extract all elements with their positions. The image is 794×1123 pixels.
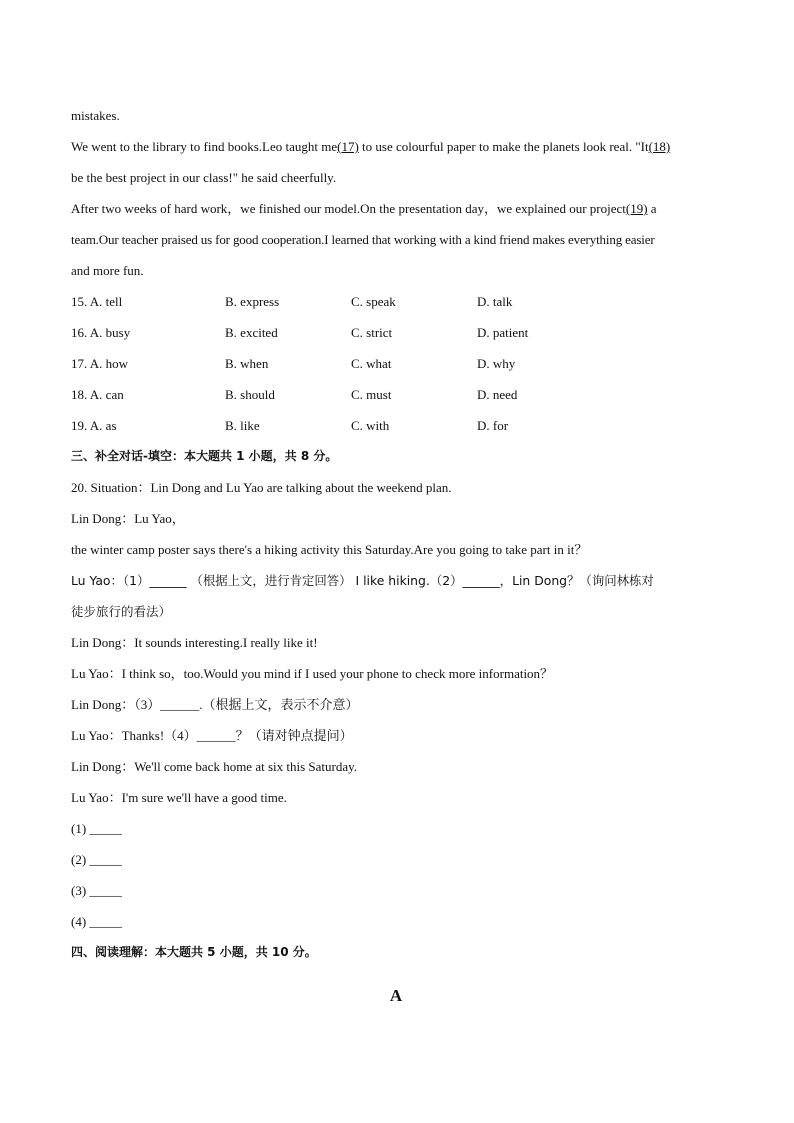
section-heading-4: 四、阅读理解：本大题共 5 小题，共 10 分。 <box>71 945 317 959</box>
passage-text: to use colourful paper to make the planets look real. "It <box>358 139 649 154</box>
option-d: D. for <box>477 418 509 433</box>
answer-blank-3: (3) _____ <box>71 883 122 898</box>
option-row <box>71 348 721 379</box>
option-b: B. express <box>225 294 280 309</box>
option-row <box>71 410 721 441</box>
blank-19: (19) <box>625 201 648 216</box>
dialogue-line: Lin Dong：（3）______.（根据上文，表示不介意） <box>71 697 359 712</box>
dialogue-situation: 20. Situation：Lin Dong and Lu Yao are talking about the weekend plan. <box>71 480 452 495</box>
passage-text: After two weeks of hard work，we finished our model.On the presentation day，we explained our project <box>71 201 626 216</box>
answer-blank-4: (4) _____ <box>71 914 122 929</box>
dialogue-line: Lu Yao：I think so，too.Would you mind if I used your phone to check more information？ <box>71 666 554 681</box>
dialogue-line: Lin Dong：It sounds interesting.I really like it! <box>71 635 318 650</box>
option-row <box>71 317 721 348</box>
option-a: 18. A. can <box>71 387 124 402</box>
answer-blank-1: (1) _____ <box>71 821 122 836</box>
passage-line <box>71 131 721 162</box>
dialogue-line: Lu Yao：Thanks!（4）______？（请对钟点提问） <box>71 728 353 743</box>
option-d: D. patient <box>477 325 529 340</box>
option-b: B. excited <box>225 325 278 340</box>
option-b: B. when <box>225 356 269 371</box>
dialogue-line: 徒步旅行的看法） <box>71 604 172 619</box>
option-a: 16. A. busy <box>71 325 131 340</box>
part-title: A <box>389 986 403 1005</box>
passage-line: be the best project in our class!" he said cheerfully. <box>71 170 337 185</box>
answer-blank-2: (2) _____ <box>71 852 122 867</box>
passage-line: mistakes. <box>71 108 120 123</box>
option-c: C. must <box>351 387 392 402</box>
option-a: 19. A. as <box>71 418 117 433</box>
dialogue-line: Lin Dong：We'll come back home at six this Saturday. <box>71 759 358 774</box>
passage-line <box>71 193 721 224</box>
option-c: C. with <box>351 418 390 433</box>
dialogue-line: Lu Yao：I'm sure we'll have a good time. <box>71 790 287 805</box>
option-a: 15. A. tell <box>71 294 123 309</box>
blank-17: (17) <box>337 139 359 154</box>
passage-line: team.Our teacher praised us for good cooperation.I learned that working with a kind friend makes everything easier <box>71 232 655 247</box>
option-a: 17. A. how <box>71 356 129 371</box>
option-c: C. speak <box>351 294 396 309</box>
passage-text: a <box>647 201 657 216</box>
option-b: B. should <box>225 387 275 402</box>
option-row <box>71 286 721 317</box>
blank-18: (18) <box>648 139 671 154</box>
option-c: C. what <box>351 356 392 371</box>
section-heading-3: 三、补全对话-填空：本大题共 1 小题，共 8 分。 <box>71 449 338 463</box>
dialogue-line: Lin Dong：Lu Yao， <box>71 511 185 526</box>
dialogue-line: Lu Yao：（1）______ （根据上文，进行肯定回答） I like hiking.（2）______，Lin Dong？（询问林栋对 <box>71 573 654 588</box>
document-body <box>71 100 721 1016</box>
option-row <box>71 379 721 410</box>
option-d: D. need <box>477 387 518 402</box>
passage-text: We went to the library to find books.Leo taught me <box>71 139 338 154</box>
option-d: D. talk <box>477 294 513 309</box>
option-d: D. why <box>477 356 516 371</box>
option-c: C. strict <box>351 325 393 340</box>
dialogue-line: the winter camp poster says there's a hiking activity this Saturday.Are you going to take part in it？ <box>71 542 588 557</box>
passage-line: and more fun. <box>71 263 144 278</box>
option-b: B. like <box>225 418 260 433</box>
